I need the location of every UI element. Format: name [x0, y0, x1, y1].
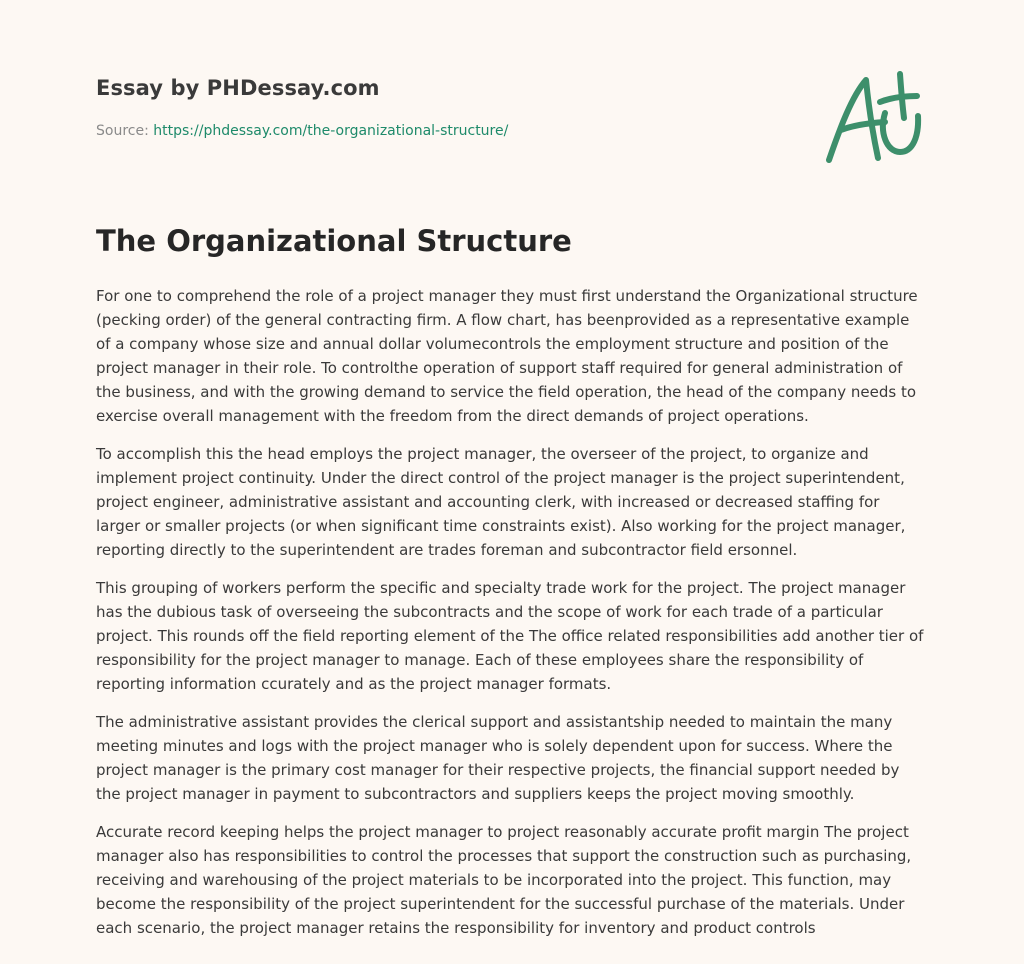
page-title: The Organizational Structure	[96, 224, 572, 258]
paragraph-2: To accomplish this the head employs the project manager, the overseer of the project, to organize and implement project continuity. Under the direct control of the project manager is the project superintendent, project engineer, administrative assistant and accounting clerk, with increased or decreased staffing for larger or smaller projects (or when significant time constraints exist). Also working for the project manager, reporting directly to the superintendent are trades foreman and subcontractor field ersonnel.	[96, 445, 906, 559]
site-brand: Essay by PHDessay.com	[96, 76, 380, 100]
a-plus-logo-icon	[818, 66, 926, 166]
source-link[interactable]: https://phdessay.com/the-organizational-structure/	[153, 123, 509, 139]
paragraph-5: Accurate record keeping helps the project manager to project reasonably accurate profit margin The project manager also has responsibilities to control the processes that support the construction such as purchasing, receiving and warehousing of the project materials to be incorporated into the project. This function, may become the responsibility of the project superintendent for the successful purchase of the materials. Under each scenario, the project manager retains the responsibility for inventory and product controls	[96, 823, 912, 937]
source-label: Source:	[96, 123, 149, 139]
page-header	[96, 0, 928, 190]
article-body	[96, 284, 928, 954]
source-line	[96, 123, 508, 139]
paragraph-1: For one to comprehend the role of a project manager they must first understand the Organizational structure (pecking order) of the general contracting firm. A flow chart, has beenprovided as a representative example of a company whose size and annual dollar volumecontrols the employment structure and position of the project manager in their role. To controlthe operation of support staff required for general administration of the business, and with the growing demand to service the field operation, the head of the company needs to exercise overall management with the freedom from the direct demands of project operations.	[96, 287, 918, 425]
paragraph-4: The administrative assistant provides the clerical support and assistantship needed to maintain the many meeting minutes and logs with the project manager who is solely dependent upon for success. Where the project manager is the primary cost manager for their respective projects, the financial support needed by the project manager in payment to subcontractors and suppliers keeps the project moving smoothly.	[96, 713, 900, 803]
paragraph-3: This grouping of workers perform the specific and specialty trade work for the project. The project manager has the dubious task of overseeing the subcontracts and the scope of work for each trade of a particular project. This rounds off the field reporting element of the The office related responsibilities add another tier of responsibility for the project manager to manage. Each of these employees share the responsibility of reporting information ccurately and as the project manager formats.	[96, 579, 924, 693]
